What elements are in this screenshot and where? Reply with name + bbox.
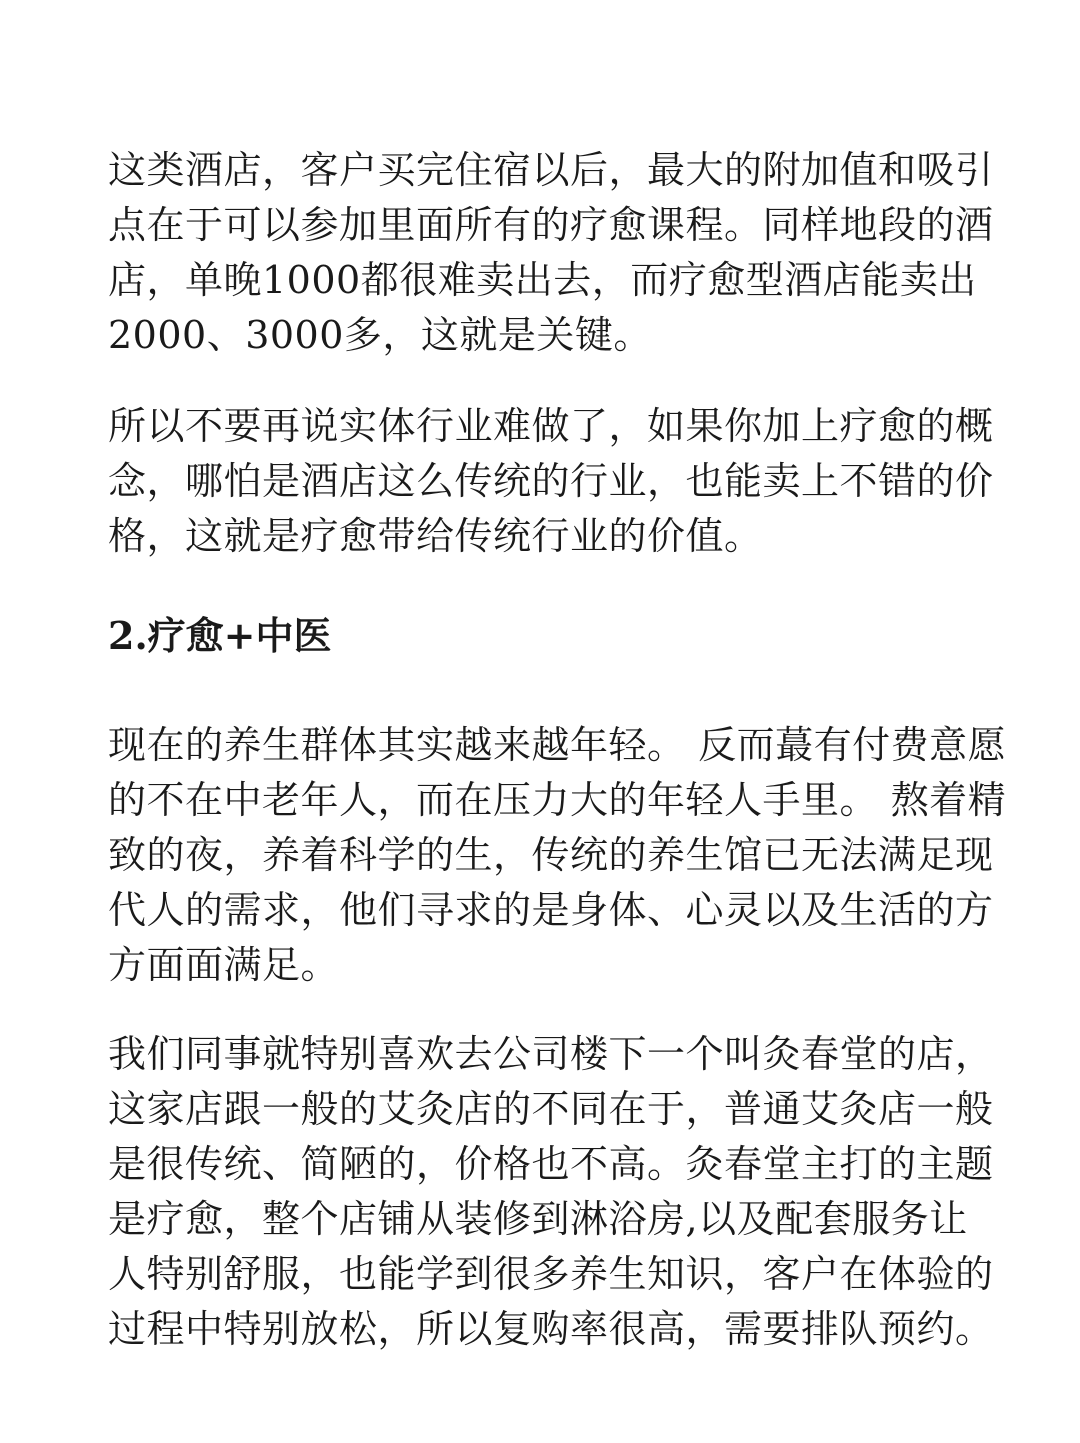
text-line: 致的夜，养着科学的生，传统的养生馆已无法满足现 bbox=[108, 833, 994, 877]
text-line: 代人的需求，他们寻求的是身体、心灵以及生活的方 bbox=[108, 888, 994, 932]
text-line: 这类酒店，客户买完住宿以后，最大的附加值和吸引 bbox=[108, 148, 994, 192]
text-line: 所以不要再说实体行业难做了，如果你加上疗愈的概 bbox=[108, 404, 994, 448]
text-line: 是疗愈，整个店铺从装修到淋浴房,以及配套服务让 bbox=[108, 1197, 968, 1241]
paragraph-moxibustion-store bbox=[108, 1027, 994, 1357]
paragraph-hotel-value bbox=[108, 143, 994, 363]
text-line: 现在的养生群体其实越来越年轻。 反而蕞有付费意愿 bbox=[108, 723, 1007, 767]
text-line: 人特别舒服，也能学到很多养生知识，客户在体验的 bbox=[108, 1252, 994, 1296]
text-line: 点在于可以参加里面所有的疗愈课程。同样地段的酒 bbox=[108, 203, 994, 247]
text-line: 念，哪怕是酒店这么传统的行业，也能卖上不错的价 bbox=[108, 459, 994, 503]
text-line: 的不在中老年人，而在压力大的年轻人手里。 熬着精 bbox=[108, 778, 1007, 822]
text-line: 过程中特别放松，所以复购率很高，需要排队预约。 bbox=[108, 1307, 994, 1351]
section-heading: 2.疗愈+中医 bbox=[108, 613, 332, 658]
text-line: 店，单晚1000都很难卖出去，而疗愈型酒店能卖出 bbox=[108, 258, 977, 302]
paragraph-young-wellness bbox=[108, 718, 1006, 993]
text-line: 是很传统、简陋的，价格也不高。灸春堂主打的主题 bbox=[108, 1142, 994, 1186]
text-line: 我们同事就特别喜欢去公司楼下一个叫灸春堂的店， bbox=[108, 1032, 994, 1076]
text-line: 格，这就是疗愈带给传统行业的价值。 bbox=[108, 514, 763, 558]
text-line: 这家店跟一般的艾灸店的不同在于，普通艾灸店一般 bbox=[108, 1087, 994, 1131]
text-line: 2000、3000多，这就是关键。 bbox=[108, 313, 652, 357]
text-line: 方面面满足。 bbox=[108, 943, 340, 987]
paragraph-traditional-industry bbox=[108, 399, 994, 564]
